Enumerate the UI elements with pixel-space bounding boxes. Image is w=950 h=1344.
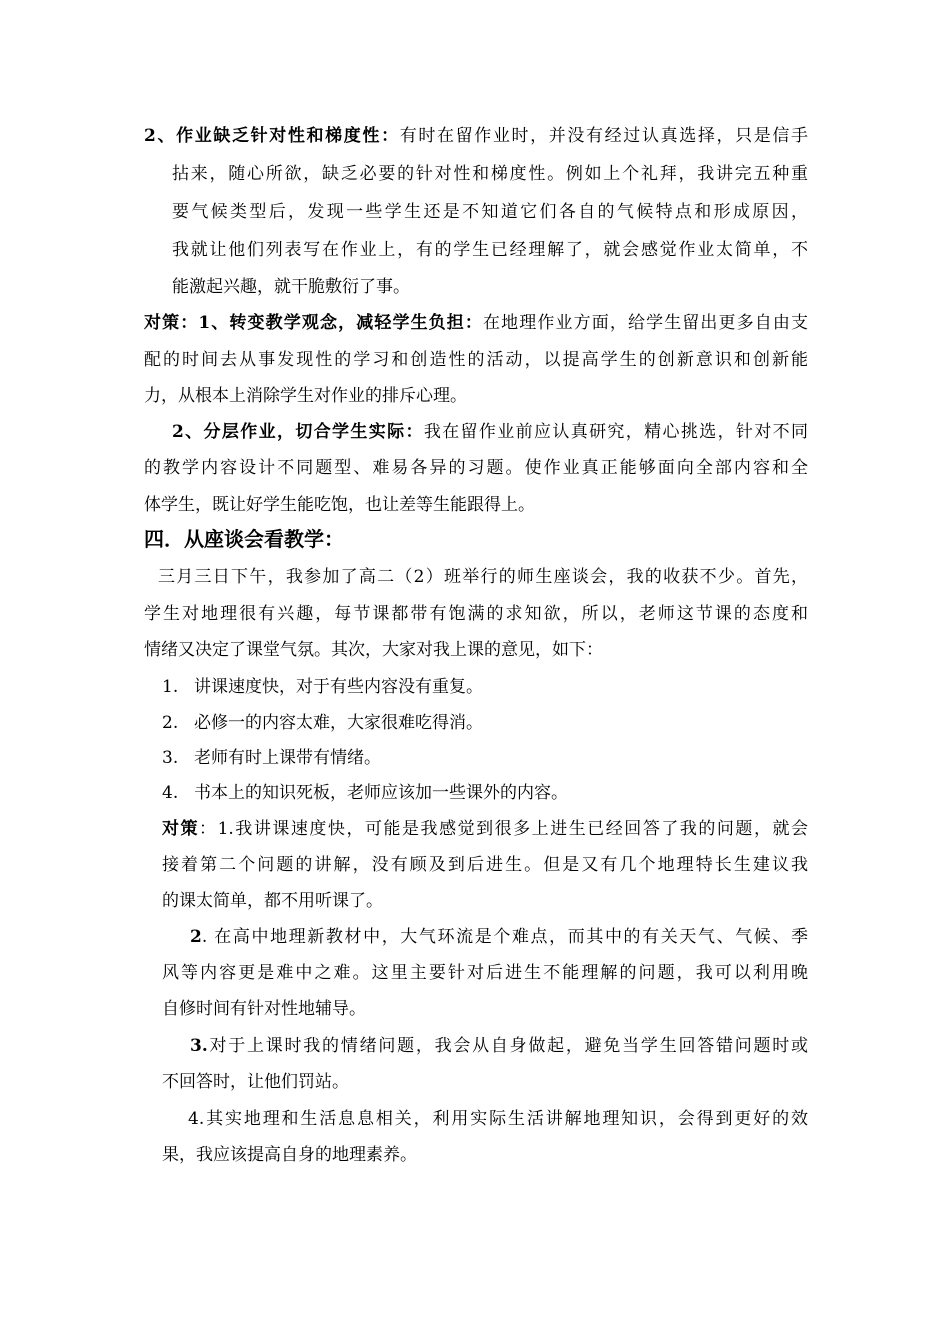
p1-line-4: 我就让他们列表写在作业上，有的学生已经理解了，就会感觉作业太简单，不 xyxy=(172,240,808,260)
p5-line-3: 的课太简单，都不用听课了。 xyxy=(162,891,383,911)
p2-line-1: 对策：1、转变教学观念，减轻学生负担：在地理作业方面，给学生留出更多自由支 xyxy=(144,313,809,333)
section-heading: 四．从座谈会看教学： xyxy=(144,527,344,551)
p5-heading: 对策 xyxy=(162,819,200,839)
p4-line-3: 情绪又决定了课堂气氛。其次，大家对我上课的意见，如下： xyxy=(144,640,603,660)
p3-line-3: 体学生，既让好学生能吃饱，也让差等生能跟得上。 xyxy=(144,495,535,515)
p7-line-2: 不回答时，让他们罚站。 xyxy=(162,1072,349,1092)
list-item: 3. 老师有时上课带有情绪。 xyxy=(162,748,381,768)
p6-number: 2 xyxy=(190,927,202,947)
p1-line-3: 要气候类型后，发现一些学生还是不知道它们各自的气候特点和形成原因， xyxy=(172,202,808,222)
p6-line-1: 2. 在高中地理新教材中，大气环流是个难点，而其中的有关天气、气候、季 xyxy=(190,927,808,947)
p2-line-3: 力，从根本上消除学生对作业的排斥心理。 xyxy=(144,386,467,406)
list-item: 1. 讲课速度快，对于有些内容没有重复。 xyxy=(162,677,483,697)
list-item: 4. 书本上的知识死板，老师应该加一些课外的内容。 xyxy=(162,783,568,803)
p8-line-1: 4.其实地理和生活息息相关，利用实际生活讲解地理知识，会得到更好的效 xyxy=(188,1109,808,1129)
p5-line-2: 接着第二个问题的讲解，没有顾及到后进生。但是又有几个地理特长生建议我 xyxy=(162,855,808,875)
p4-line-2: 学生对地理很有兴趣，每节课都带有饱满的求知欲，所以，老师这节课的态度和 xyxy=(144,604,808,624)
list-item: 2. 必修一的内容太难，大家很难吃得消。 xyxy=(162,713,483,733)
p4-line-1: 三月三日下午，我参加了高二（2）班举行的师生座谈会，我的收获不少。首先， xyxy=(158,567,808,587)
p2-line-2: 配的时间去从事发现性的学习和创造性的活动，以提高学生的创新意识和创新能 xyxy=(144,350,808,370)
p3-line-1: 2、分层作业，切合学生实际：我在留作业前应认真研究，精心挑选，针对不同 xyxy=(172,422,809,442)
p1-heading: 2、作业缺乏针对性和梯度性： xyxy=(144,126,400,146)
p8-line-2: 果，我应该提高自身的地理素养。 xyxy=(162,1145,417,1165)
p1-line-5: 能激起兴趣，就干脆敷衍了事。 xyxy=(172,277,410,297)
p6-line-3: 自修时间有针对性地辅导。 xyxy=(162,999,366,1019)
p1-line-1: 2、作业缺乏针对性和梯度性：有时在留作业时，并没有经过认真选择，只是信手 xyxy=(144,126,809,146)
p3-line-2: 的教学内容设计不同题型、难易各异的习题。使作业真正能够面向全部内容和全 xyxy=(144,458,808,478)
p7-number: 3. xyxy=(190,1036,208,1056)
p6-line-2: 风等内容更是难中之难。这里主要针对后进生不能理解的问题，我可以利用晚 xyxy=(162,963,808,983)
p7-line-1: 3.对于上课时我的情绪问题，我会从自身做起，避免当学生回答错问题时或 xyxy=(190,1036,808,1056)
p5-line-1: 对策：1.我讲课速度快，可能是我感觉到很多上进生已经回答了我的问题，就会 xyxy=(162,819,809,839)
p2-heading: 对策：1、转变教学观念，减轻学生负担： xyxy=(144,313,484,333)
p1-line-2: 拈来，随心所欲，缺乏必要的针对性和梯度性。例如上个礼拜，我讲完五种重 xyxy=(172,164,808,184)
p3-heading: 2、分层作业，切合学生实际： xyxy=(172,422,424,442)
